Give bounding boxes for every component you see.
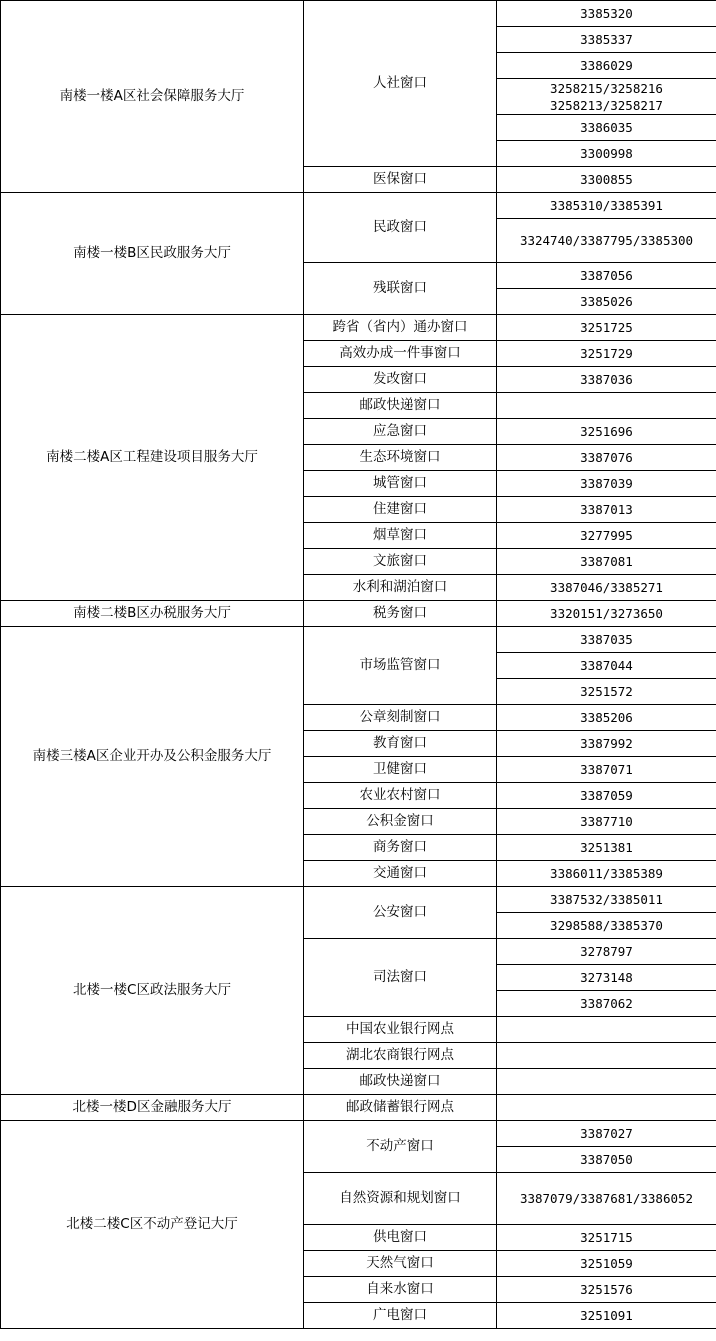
service-hall-name: 北楼一楼D区金融服务大厅 xyxy=(1,1095,304,1121)
window-name: 公安窗口 xyxy=(304,887,497,939)
window-name: 民政窗口 xyxy=(304,193,497,263)
phone-number: 3251572 xyxy=(497,679,716,705)
window-name: 天然气窗口 xyxy=(304,1251,497,1277)
window-name: 邮政快递窗口 xyxy=(304,1069,497,1095)
service-hall-name: 北楼一楼C区政法服务大厅 xyxy=(1,887,304,1095)
phone-number: 3387027 xyxy=(497,1121,716,1147)
phone-number: 3251091 xyxy=(497,1303,716,1329)
phone-number: 3251729 xyxy=(497,341,716,367)
window-name: 高效办成一件事窗口 xyxy=(304,341,497,367)
table-row xyxy=(1,1,716,27)
table-row xyxy=(1,1121,716,1147)
phone-number: 3320151/3273650 xyxy=(497,601,716,627)
phone-number: 3251725 xyxy=(497,315,716,341)
window-name: 生态环境窗口 xyxy=(304,445,497,471)
window-name: 医保窗口 xyxy=(304,167,497,193)
phone-number: 3387013 xyxy=(497,497,716,523)
window-name: 住建窗口 xyxy=(304,497,497,523)
phone-number xyxy=(497,1017,716,1043)
table-row xyxy=(1,1095,716,1121)
phone-number xyxy=(497,393,716,419)
window-name: 应急窗口 xyxy=(304,419,497,445)
window-name: 中国农业银行网点 xyxy=(304,1017,497,1043)
window-name: 广电窗口 xyxy=(304,1303,497,1329)
window-name: 文旅窗口 xyxy=(304,549,497,575)
phone-number: 3251059 xyxy=(497,1251,716,1277)
table-row xyxy=(1,887,716,913)
table-row xyxy=(1,193,716,219)
table-row xyxy=(1,601,716,627)
service-hall-name: 南楼二楼B区办税服务大厅 xyxy=(1,601,304,627)
window-name: 公积金窗口 xyxy=(304,809,497,835)
window-name: 不动产窗口 xyxy=(304,1121,497,1173)
table-row xyxy=(1,627,716,653)
directory-body xyxy=(1,1,716,1329)
window-name: 教育窗口 xyxy=(304,731,497,757)
table-row xyxy=(1,315,716,341)
window-name: 邮政储蓄银行网点 xyxy=(304,1095,497,1121)
service-hall-name: 南楼三楼A区企业开办及公积金服务大厅 xyxy=(1,627,304,887)
phone-number: 3273148 xyxy=(497,965,716,991)
phone-number: 3278797 xyxy=(497,939,716,965)
phone-number: 3385026 xyxy=(497,289,716,315)
service-hall-name: 北楼二楼C区不动产登记大厅 xyxy=(1,1121,304,1329)
phone-number: 3251715 xyxy=(497,1225,716,1251)
window-name: 税务窗口 xyxy=(304,601,497,627)
phone-number: 3258215/3258216 3258213/3258217 xyxy=(497,79,716,115)
phone-number: 3387046/3385271 xyxy=(497,575,716,601)
window-name: 公章刻制窗口 xyxy=(304,705,497,731)
phone-number: 3385310/3385391 xyxy=(497,193,716,219)
phone-number: 3387039 xyxy=(497,471,716,497)
window-name: 湖北农商银行网点 xyxy=(304,1043,497,1069)
service-hall-name: 南楼二楼A区工程建设项目服务大厅 xyxy=(1,315,304,601)
phone-number: 3387035 xyxy=(497,627,716,653)
phone-number: 3387532/3385011 xyxy=(497,887,716,913)
phone-number: 3386035 xyxy=(497,115,716,141)
phone-number: 3387992 xyxy=(497,731,716,757)
phone-number: 3385320 xyxy=(497,1,716,27)
phone-number: 3386029 xyxy=(497,53,716,79)
phone-number: 3277995 xyxy=(497,523,716,549)
phone-number: 3387062 xyxy=(497,991,716,1017)
phone-number: 3251381 xyxy=(497,835,716,861)
phone-number: 3298588/3385370 xyxy=(497,913,716,939)
window-name: 卫健窗口 xyxy=(304,757,497,783)
phone-number: 3386011/3385389 xyxy=(497,861,716,887)
window-name: 自然资源和规划窗口 xyxy=(304,1173,497,1225)
window-name: 残联窗口 xyxy=(304,263,497,315)
window-name: 市场监管窗口 xyxy=(304,627,497,705)
phone-number: 3387081 xyxy=(497,549,716,575)
phone-number: 3387071 xyxy=(497,757,716,783)
window-name: 交通窗口 xyxy=(304,861,497,887)
phone-number: 3300998 xyxy=(497,141,716,167)
window-name: 水利和湖泊窗口 xyxy=(304,575,497,601)
window-name: 自来水窗口 xyxy=(304,1277,497,1303)
phone-number: 3387056 xyxy=(497,263,716,289)
phone-number xyxy=(497,1043,716,1069)
service-hall-name: 南楼一楼A区社会保障服务大厅 xyxy=(1,1,304,193)
phone-number xyxy=(497,1069,716,1095)
window-name: 发改窗口 xyxy=(304,367,497,393)
window-name: 人社窗口 xyxy=(304,1,497,167)
phone-number xyxy=(497,1095,716,1121)
window-name: 城管窗口 xyxy=(304,471,497,497)
phone-number: 3387079/3387681/3386052 xyxy=(497,1173,716,1225)
phone-number: 3387044 xyxy=(497,653,716,679)
phone-number: 3385337 xyxy=(497,27,716,53)
phone-number: 3385206 xyxy=(497,705,716,731)
window-name: 烟草窗口 xyxy=(304,523,497,549)
phone-number: 3251576 xyxy=(497,1277,716,1303)
service-hall-name: 南楼一楼B区民政服务大厅 xyxy=(1,193,304,315)
window-name: 农业农村窗口 xyxy=(304,783,497,809)
phone-number: 3387076 xyxy=(497,445,716,471)
phone-number: 3300855 xyxy=(497,167,716,193)
phone-number: 3251696 xyxy=(497,419,716,445)
window-name: 跨省（省内）通办窗口 xyxy=(304,315,497,341)
window-name: 供电窗口 xyxy=(304,1225,497,1251)
phone-number: 3387059 xyxy=(497,783,716,809)
window-name: 司法窗口 xyxy=(304,939,497,1017)
window-name: 邮政快递窗口 xyxy=(304,393,497,419)
phone-number: 3387050 xyxy=(497,1147,716,1173)
phone-number: 3324740/3387795/3385300 xyxy=(497,219,716,263)
phone-number: 3387036 xyxy=(497,367,716,393)
window-name: 商务窗口 xyxy=(304,835,497,861)
phone-number: 3387710 xyxy=(497,809,716,835)
